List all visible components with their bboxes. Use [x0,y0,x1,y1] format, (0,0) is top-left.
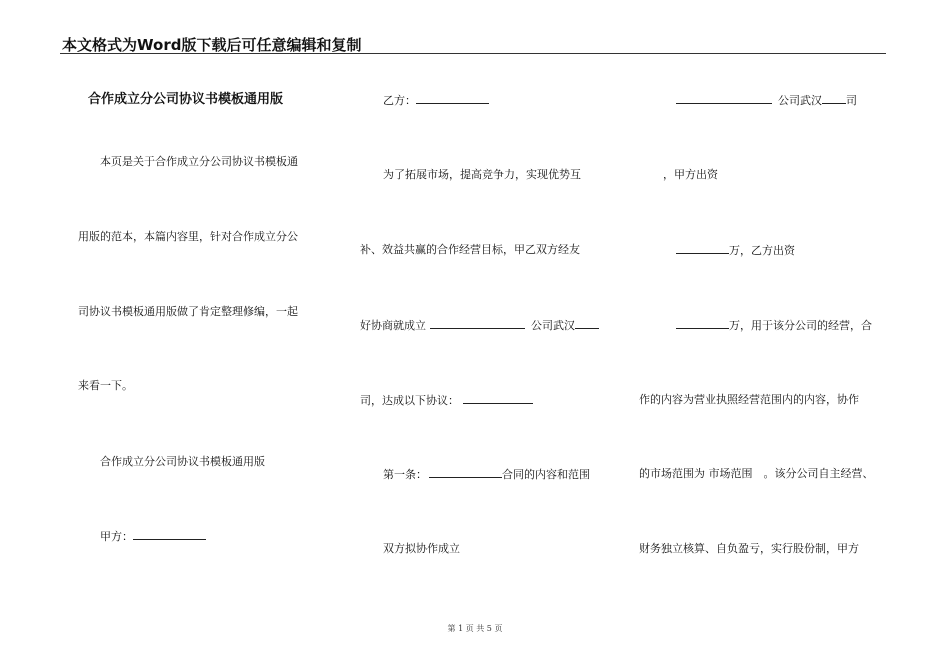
col3-line-1-text-a: 公司武汉 [778,94,822,107]
branch-name-blank [575,318,599,329]
party-b-amount-blank [676,318,729,329]
page-number: 第 1 页 共 5 页 [447,624,503,633]
col3-line-5: 作的内容为营业执照经营范围内的内容，协作 [639,393,859,406]
party-b-label: 乙方： [383,94,416,107]
party-b-blank [416,93,489,104]
col2-line-4-text-a: 好协商就成立 [360,319,426,332]
company-blank [676,93,772,104]
header-divider [60,53,886,54]
col1-line-5: 合作成立分公司协议书模板通用版 [100,455,265,468]
col2-line-4-text-b: 公司武汉 [531,319,575,332]
col3-line-4 [676,318,872,333]
article-one-text: 合同的内容和范围 [502,468,590,481]
col2-line-7: 双方拟协作成立 [383,542,460,555]
party-b-line [383,93,489,108]
col1-line-3: 司协议书模板通用版做了肯定整理修编，一起 [78,305,298,318]
agreement-blank [463,393,533,404]
company-name-blank [430,318,525,329]
col3-line-2: ，甲方出资 [663,168,718,181]
col1-line-2: 用版的范本，本篇内容里，针对合作成立分公 [78,230,298,243]
col3-line-3-text: 万，乙方出资 [729,244,795,257]
col2-line-3: 补、效益共赢的合作经营目标，甲乙双方经友 [360,243,580,256]
header-title: 本文格式为Word版下载后可任意编辑和复制 [62,36,362,54]
col3-line-7: 财务独立核算、自负盈亏，实行股份制，甲方 [639,542,859,555]
party-a-line [100,529,206,544]
party-a-label: 甲方： [100,530,133,543]
col3-line-1-text-b: 司 [846,94,857,107]
col2-line-4 [360,318,599,333]
party-a-amount-blank [676,243,729,254]
doc-title: 合作成立分公司协议书模板通用版 [88,92,284,107]
col3-line-6: 的市场范围为 市场范围 。该分公司自主经营、 [639,467,874,480]
article-one-blank [429,467,502,478]
col3-line-3 [676,243,795,258]
article-one-line [383,467,590,482]
col2-line-2: 为了拓展市场，提高竞争力，实现优势互 [383,168,581,181]
col3-line-1 [676,93,857,108]
branch-blank [822,93,846,104]
col2-line-5-text: 司，达成以下协议： [360,394,459,407]
col2-line-5 [360,393,533,408]
col1-line-4: 来看一下。 [78,379,133,392]
party-a-blank [133,529,206,540]
col3-line-4-text: 万，用于该分公司的经营，合 [729,319,872,332]
article-one-label: 第一条： [383,468,427,481]
col1-line-1: 本页是关于合作成立分公司协议书模板通 [100,155,298,168]
